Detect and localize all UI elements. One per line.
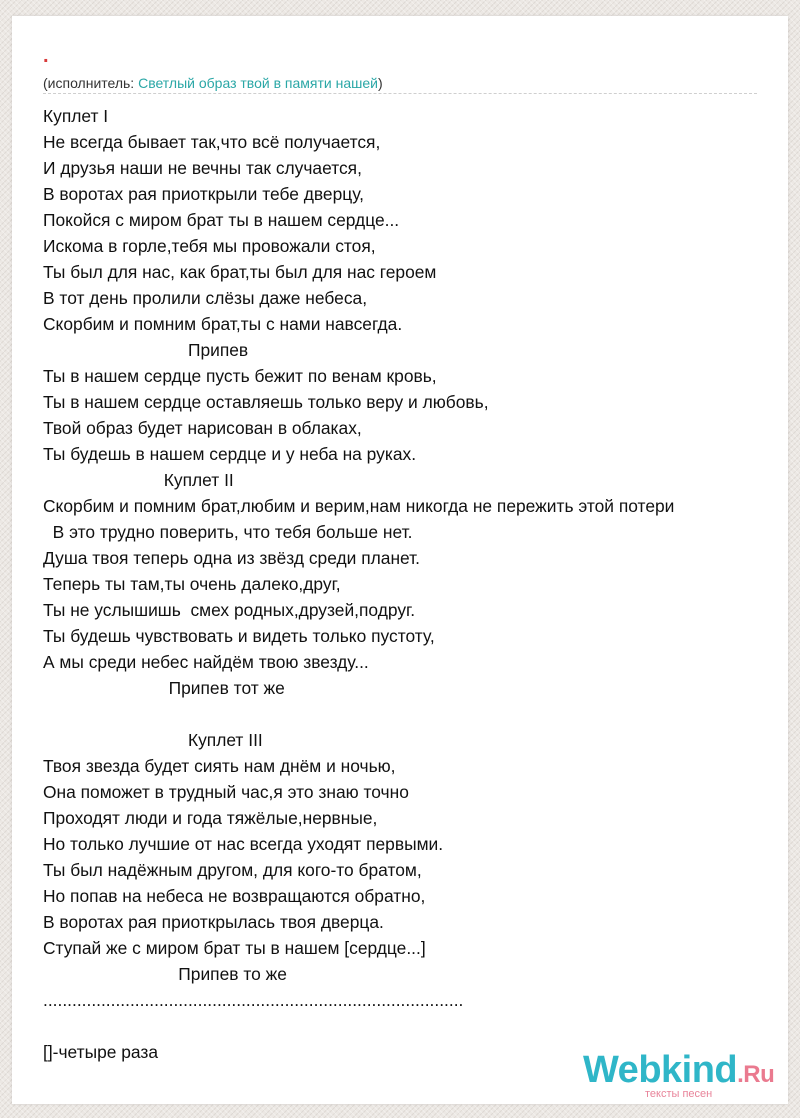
- lyric-line: Припев: [43, 340, 249, 360]
- lyric-line: Припев тот же: [43, 678, 285, 698]
- logo-tld-text: .Ru: [737, 1061, 775, 1088]
- performer-prefix: (исполнитель:: [43, 75, 139, 91]
- webkind-logo[interactable]: [583, 1050, 783, 1102]
- lyric-line: Теперь ты там,ты очень далеко,друг,: [43, 574, 341, 594]
- lyric-line: Она поможет в трудный час,я это знаю точно: [43, 782, 409, 802]
- lyric-line: И друзья наши не вечны так случается,: [43, 158, 362, 178]
- lyric-line: Скорбим и помним брат,ты с нами навсегда.: [43, 314, 403, 334]
- header-divider: [43, 93, 757, 94]
- lyric-line: Искома в горле,тебя мы провожали стоя,: [43, 236, 376, 256]
- lyric-line: [43, 1013, 788, 1039]
- lyric-line: Ты был надёжным другом, для кого-то братом,: [43, 860, 422, 880]
- lyric-line: Душа твоя теперь одна из звёзд среди планет.: [43, 548, 421, 568]
- logo-main-text: Webkind: [583, 1049, 738, 1091]
- lyric-line: Ты будешь в нашем сердце и у неба на руках.: [43, 444, 417, 464]
- lyric-line: Не всегда бывает так,что всё получается,: [43, 132, 381, 152]
- lyric-line: [43, 701, 788, 727]
- lyrics-text: [43, 103, 788, 1065]
- lyric-line: Куплет III: [43, 730, 263, 750]
- performer-line: [43, 74, 383, 92]
- lyric-line: Покойся с миром брат ты в нашем сердце...: [43, 210, 400, 230]
- lyric-line: В воротах рая приоткрылась твоя дверца.: [43, 912, 384, 932]
- lyric-line: Но только лучшие от нас всегда уходят первыми.: [43, 834, 444, 854]
- lyric-line: Но попав на небеса не возвращаются обратно,: [43, 886, 426, 906]
- lyric-line: Скорбим и помним брат,любим и верим,нам никогда не пережить этой потери: [43, 496, 675, 516]
- lyric-line: Ты был для нас, как брат,ты был для нас героем: [43, 262, 437, 282]
- lyric-line: .......................................................................................: [43, 990, 464, 1010]
- logo-subtitle: тексты песен: [645, 1088, 713, 1100]
- lyric-line: Ты не услышишь смех родных,друзей,подруг.: [43, 600, 416, 620]
- performer-link[interactable]: Светлый образ твой в памяти нашей: [138, 75, 378, 91]
- lyric-line: Твоя звезда будет сиять нам днём и ночью,: [43, 756, 396, 776]
- song-title-dot: .: [43, 45, 49, 67]
- lyric-line: Припев то же: [43, 964, 287, 984]
- lyric-line: Проходят люди и года тяжёлые,нервные,: [43, 808, 378, 828]
- lyric-line: Ты в нашем сердце оставляешь только веру и любовь,: [43, 392, 489, 412]
- lyric-line: Твой образ будет нарисован в облаках,: [43, 418, 362, 438]
- lyric-line: Ты в нашем сердце пусть бежит по венам кровь,: [43, 366, 437, 386]
- lyric-line: В тот день пролили слёзы даже небеса,: [43, 288, 368, 308]
- lyric-line: А мы среди небес найдём твою звезду...: [43, 652, 369, 672]
- lyric-line: Куплет II: [43, 470, 234, 490]
- lyric-line: Ты будешь чувствовать и видеть только пустоту,: [43, 626, 435, 646]
- lyric-line: В воротах рая приоткрыли тебе дверцу,: [43, 184, 364, 204]
- lyric-line: В это трудно поверить, что тебя больше нет.: [43, 522, 413, 542]
- performer-suffix: ): [377, 75, 383, 91]
- lyric-line: []-четыре раза: [43, 1042, 159, 1062]
- lyric-line: Ступай же с миром брат ты в нашем [сердце...]: [43, 938, 426, 958]
- lyric-line: Куплет I: [43, 106, 109, 126]
